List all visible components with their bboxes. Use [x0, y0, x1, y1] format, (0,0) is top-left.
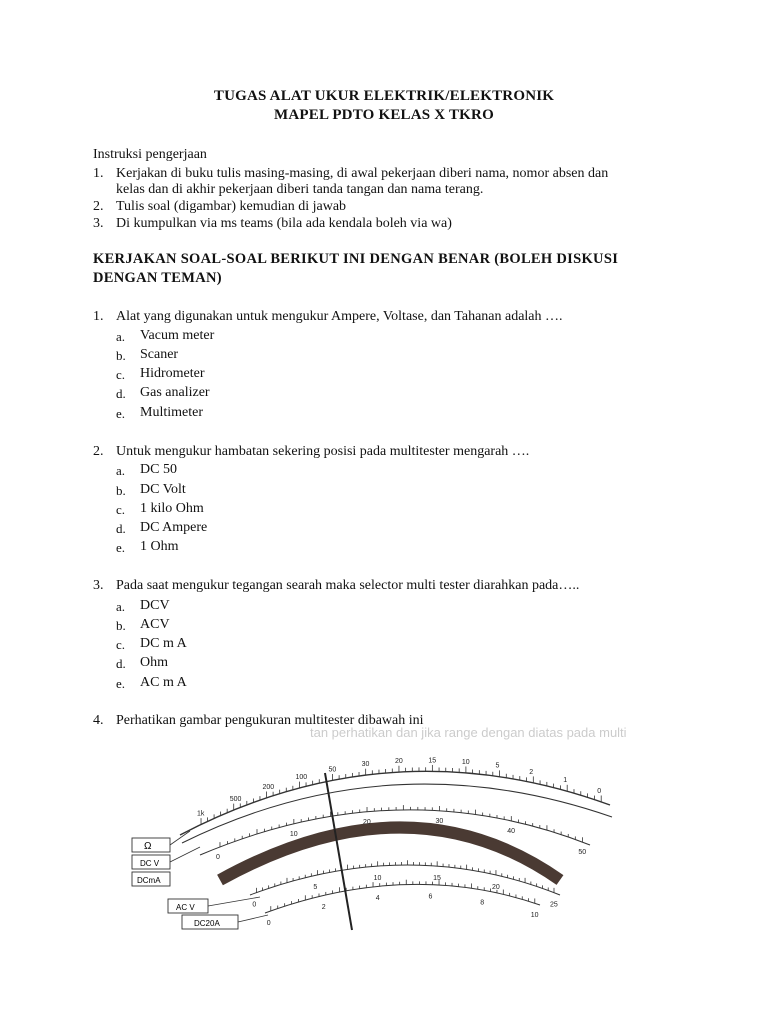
scale-label: 10: [530, 912, 539, 920]
scale-label: 40: [507, 827, 516, 835]
scale-label: 500: [229, 796, 242, 804]
instruction-number: 1.: [93, 166, 104, 181]
needle: [325, 773, 352, 930]
acv-label: AC V: [176, 903, 195, 912]
scale-label: 0: [266, 919, 271, 927]
option-text: ACV: [140, 617, 170, 632]
svg-text:tan perhatikan dan jika range: tan perhatikan dan jika range dengan diatas pada multi: [310, 725, 627, 740]
range-selector-labels: [132, 831, 268, 929]
instruction-text: Kerjakan di buku tulis masing-masing, di awal pekerjaan diberi nama, nomor absen dan: [116, 166, 609, 181]
option-letter: a.: [116, 329, 126, 344]
question-number: 4.: [93, 713, 104, 728]
option-text: DC 50: [140, 462, 177, 477]
scale-label: 2: [321, 903, 326, 911]
scale-label: 20: [394, 758, 403, 766]
scale-label: 5: [313, 883, 318, 891]
scale-label: 200: [262, 783, 275, 791]
instruction-text: kelas dan di akhir pekerjaan diberi tanda tangan dan nama terang.: [116, 182, 484, 197]
option-letter: a.: [116, 599, 126, 614]
scale-label: 0: [597, 787, 602, 795]
scale-label: 25: [549, 901, 558, 909]
option-letter: d.: [116, 386, 126, 401]
option-letter: a.: [116, 463, 126, 478]
option-letter: d.: [116, 656, 126, 671]
scale-label: 20: [491, 883, 500, 891]
option-letter: c.: [116, 502, 126, 517]
question-number: 1.: [93, 309, 104, 324]
option-text: Scaner: [140, 347, 179, 362]
option-text: AC m A: [140, 675, 187, 690]
question-number: 2.: [93, 444, 104, 459]
dcv-label: DC V: [140, 859, 160, 868]
option-text: DC Ampere: [140, 520, 208, 535]
scale-label: 8: [480, 899, 485, 907]
scale-label: 2: [529, 768, 534, 776]
scale-label: 6: [428, 893, 433, 901]
ohm-label: Ω: [144, 841, 152, 852]
option-letter: b.: [116, 483, 126, 498]
option-letter: d.: [116, 521, 126, 536]
option-letter: b.: [116, 348, 126, 363]
option-text: Multimeter: [140, 405, 203, 420]
option-text: DC Volt: [140, 482, 186, 497]
question-text: Perhatikan gambar pengukuran multitester dibawah ini: [116, 713, 424, 728]
option-letter: c.: [116, 637, 126, 652]
scale-label: 10: [289, 830, 298, 838]
scale-label: 0: [252, 901, 257, 909]
option-text: 1 Ohm: [140, 539, 179, 554]
task-heading: KERJAKAN SOAL-SOAL BERIKUT INI DENGAN BENAR (BOLEH DISKUSI DENGAN TEMAN): [93, 251, 619, 286]
dcma-label: DCmA: [137, 876, 161, 885]
multimeter-scale-figure: [120, 725, 640, 945]
option-text: 1 kilo Ohm: [140, 501, 204, 516]
scale-label: 5: [495, 762, 500, 770]
scale-label: 30: [435, 817, 444, 825]
scale-label: 30: [361, 761, 370, 769]
option-letter: e.: [116, 406, 126, 421]
scale-label: 10: [373, 875, 382, 883]
scale-label: 4: [375, 895, 380, 903]
instructions-heading: Instruksi pengerjaan: [93, 147, 207, 162]
option-text: Vacum meter: [140, 328, 215, 343]
question-number: 3.: [93, 578, 104, 593]
scale-label: 50: [578, 849, 587, 857]
scale-label: 1k: [197, 810, 205, 818]
scale-label: 100: [295, 774, 308, 782]
option-text: DC m A: [140, 636, 187, 651]
document-subtitle: MAPEL PDTO KELAS X TKRO: [274, 107, 494, 123]
dc20a-label: DC20A: [194, 919, 220, 928]
question-text: Untuk mengukur hambatan sekering posisi pada multitester mengarah ….: [116, 444, 530, 459]
option-text: DCV: [140, 598, 170, 613]
option-text: Ohm: [140, 655, 168, 670]
scale-label: 1: [563, 777, 568, 785]
scale-label: 20: [363, 818, 371, 826]
option-letter: e.: [116, 540, 126, 555]
question-text: Alat yang digunakan untuk mengukur Ampere, Voltase, dan Tahanan adalah ….: [116, 309, 563, 324]
option-text: Gas analizer: [140, 385, 210, 400]
scale-label: 50: [328, 766, 337, 774]
scale-label: 0: [215, 853, 220, 861]
option-letter: c.: [116, 367, 126, 382]
question-text: Pada saat mengukur tegangan searah maka selector multi tester diarahkan pada…..: [116, 578, 580, 593]
option-text: Hidrometer: [140, 366, 205, 381]
document-title: TUGAS ALAT UKUR ELEKTRIK/ELEKTRONIK: [213, 88, 555, 104]
option-letter: b.: [116, 618, 126, 633]
scale-label: 15: [433, 875, 441, 883]
scale-label: 15: [428, 757, 437, 765]
instruction-text: Tulis soal (digambar) kemudian di jawab: [116, 199, 347, 214]
instruction-number: 2.: [93, 199, 104, 214]
instruction-number: 3.: [93, 216, 104, 231]
instruction-text: Di kumpulkan via ms teams (bila ada kendala boleh via wa): [116, 216, 452, 231]
scale-label: 10: [461, 758, 470, 766]
option-letter: e.: [116, 676, 126, 691]
